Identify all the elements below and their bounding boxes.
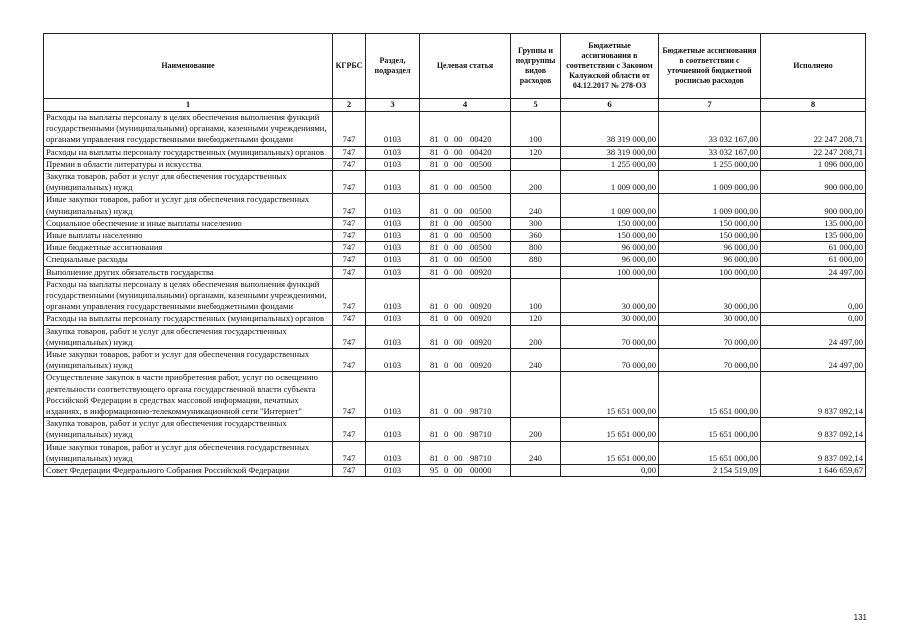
row-name: Иные закупки товаров, работ и услуг для обеспечения государственных (муниципальных) нужд [44,349,333,372]
row-target [420,465,511,477]
header-updated: Бюджетные ассигнования в соответствии с уточненной бюджетной росписью расходов [659,34,761,99]
page-number: 131 [853,613,867,622]
row-kgrbs: 747 [333,418,366,441]
row-law-amount: 70 000,00 [561,349,659,372]
row-section: 0103 [366,146,420,158]
row-updated-amount: 1 255 000,00 [659,158,761,170]
row-updated-amount: 100 000,00 [659,266,761,278]
target-part: 0 [444,146,449,157]
row-section: 0103 [366,217,420,229]
row-updated-amount: 1 009 000,00 [659,194,761,217]
row-name: Закупка товаров, работ и услуг для обеспечения государственных (муниципальных) нужд [44,418,333,441]
target-part: 00500 [470,254,492,265]
row-kgrbs: 747 [333,372,366,418]
row-group: 880 [511,254,561,266]
row-kgrbs: 747 [333,349,366,372]
target-part: 0 [444,313,449,324]
row-updated-amount: 33 032 167,00 [659,146,761,158]
target-part: 0 [444,360,449,371]
target-part: 00 [454,429,463,440]
header-section: Раздел, подраздел [366,34,420,99]
row-done-amount: 9 837 092,14 [761,441,866,464]
row-group: 120 [511,146,561,158]
row-name: Расходы на выплаты персоналу в целях обеспечения выполнения функций государственными (муниципальными) органами, казенными учреждениями, органами управления государственными внебюджетными фондами [44,112,333,147]
target-part: 00 [454,336,463,347]
row-updated-amount: 33 032 167,00 [659,112,761,147]
row-kgrbs: 747 [333,171,366,194]
table-row [44,313,866,325]
target-part: 00000 [470,465,492,476]
target-part: 0 [444,336,449,347]
target-part: 00920 [470,360,492,371]
row-name: Иные закупки товаров, работ и услуг для обеспечения государственных (муниципальных) нужд [44,194,333,217]
target-part: 0 [444,182,449,193]
row-group: 200 [511,418,561,441]
column-number: 1 [44,99,333,112]
row-group: 200 [511,325,561,348]
row-updated-amount: 96 000,00 [659,242,761,254]
target-part: 00500 [470,158,492,169]
target-part: 00920 [470,301,492,312]
target-part: 81 [430,205,439,216]
row-kgrbs: 747 [333,194,366,217]
header-group: Группы и подгруппы видов расходов [511,34,561,99]
target-part: 00 [454,301,463,312]
target-part: 0 [444,205,449,216]
column-number: 7 [659,99,761,112]
row-done-amount: 135 000,00 [761,217,866,229]
row-law-amount: 0,00 [561,465,659,477]
row-section: 0103 [366,158,420,170]
target-part: 98710 [470,452,492,463]
target-part: 0 [444,429,449,440]
row-kgrbs: 747 [333,254,366,266]
row-kgrbs: 747 [333,158,366,170]
row-group [511,372,561,418]
target-part: 00500 [470,217,492,228]
row-group: 360 [511,230,561,242]
row-target [420,217,511,229]
row-name: Осуществление закупок в части приобретения работ, услуг по освещению деятельности соответствующего органа государственной власти субъекта Российской Федерации в средствах массовой информации, печатных изданиях, в информационно-телекоммуникационной сети "Интернет" [44,372,333,418]
row-section: 0103 [366,349,420,372]
target-part: 00 [454,313,463,324]
row-target [420,313,511,325]
target-part: 81 [430,313,439,324]
target-part: 00 [454,146,463,157]
row-law-amount: 150 000,00 [561,230,659,242]
row-section: 0103 [366,171,420,194]
row-law-amount: 15 651 000,00 [561,418,659,441]
target-part: 00 [454,266,463,277]
row-law-amount: 100 000,00 [561,266,659,278]
row-kgrbs: 747 [333,325,366,348]
row-target [420,230,511,242]
row-target [420,372,511,418]
row-group: 200 [511,171,561,194]
table-row [44,349,866,372]
target-part: 95 [430,465,439,476]
target-part: 00 [454,217,463,228]
target-part: 81 [430,429,439,440]
row-section: 0103 [366,465,420,477]
target-part: 00 [454,254,463,265]
target-part: 00920 [470,336,492,347]
target-part: 00 [454,465,463,476]
target-part: 81 [430,266,439,277]
target-part: 81 [430,182,439,193]
row-done-amount: 61 000,00 [761,254,866,266]
header-kgrbs: КГРБС [333,34,366,99]
table-row [44,418,866,441]
row-law-amount: 30 000,00 [561,278,659,313]
row-group [511,266,561,278]
row-group: 100 [511,278,561,313]
header-law: Бюджетные ассигнования в соответствии с Законом Калужской области от 04.12.2017 № 278-ОЗ [561,34,659,99]
row-kgrbs: 747 [333,441,366,464]
target-part: 81 [430,242,439,253]
table-row [44,325,866,348]
row-done-amount: 61 000,00 [761,242,866,254]
table-row [44,372,866,418]
row-done-amount: 900 000,00 [761,171,866,194]
target-part: 00500 [470,230,492,241]
table-row [44,146,866,158]
column-number: 5 [511,99,561,112]
row-law-amount: 150 000,00 [561,217,659,229]
row-law-amount: 96 000,00 [561,254,659,266]
row-name: Расходы на выплаты персоналу государственных (муниципальных) органов [44,313,333,325]
target-part: 0 [444,266,449,277]
row-done-amount: 24 497,00 [761,266,866,278]
target-part: 00 [454,242,463,253]
target-part: 0 [444,465,449,476]
row-updated-amount: 70 000,00 [659,349,761,372]
row-kgrbs: 747 [333,146,366,158]
row-target [420,242,511,254]
target-part: 00500 [470,182,492,193]
row-name: Расходы на выплаты персоналу в целях обеспечения выполнения функций государственными (муниципальными) органами, казенными учреждениями, органами управления государственными внебюджетными фондами [44,278,333,313]
row-group: 800 [511,242,561,254]
row-section: 0103 [366,112,420,147]
row-group: 120 [511,313,561,325]
target-part: 00 [454,360,463,371]
row-section: 0103 [366,372,420,418]
row-done-amount: 1 096 000,00 [761,158,866,170]
target-part: 0 [444,301,449,312]
target-part: 00 [454,205,463,216]
row-name: Иные бюджетные ассигнования [44,242,333,254]
row-name: Расходы на выплаты персоналу государственных (муниципальных) органов [44,146,333,158]
target-part: 00920 [470,266,492,277]
row-name: Иные выплаты населению [44,230,333,242]
row-name: Выполнение других обязательств государства [44,266,333,278]
row-section: 0103 [366,325,420,348]
row-name: Совет Федерации Федерального Собрания Российской Федерации [44,465,333,477]
row-law-amount: 38 319 000,00 [561,146,659,158]
table-row [44,217,866,229]
row-section: 0103 [366,418,420,441]
row-law-amount: 15 651 000,00 [561,372,659,418]
row-done-amount: 900 000,00 [761,194,866,217]
target-part: 81 [430,336,439,347]
target-part: 0 [444,452,449,463]
target-part: 81 [430,301,439,312]
header-target: Целевая статья [420,34,511,99]
target-part: 0 [444,254,449,265]
table-row [44,266,866,278]
target-part: 81 [430,146,439,157]
row-kgrbs: 747 [333,465,366,477]
row-name: Закупка товаров, работ и услуг для обеспечения государственных (муниципальных) нужд [44,325,333,348]
target-part: 00 [454,134,463,145]
row-section: 0103 [366,194,420,217]
column-number-row [44,99,866,112]
row-section: 0103 [366,242,420,254]
row-done-amount: 22 247 208,71 [761,146,866,158]
row-section: 0103 [366,266,420,278]
row-done-amount: 22 247 208,71 [761,112,866,147]
target-part: 00 [454,406,463,417]
header-row [44,34,866,99]
row-section: 0103 [366,278,420,313]
row-updated-amount: 150 000,00 [659,230,761,242]
row-name: Премии в области литературы и искусства [44,158,333,170]
row-updated-amount: 15 651 000,00 [659,418,761,441]
row-done-amount: 9 837 092,14 [761,418,866,441]
table-row [44,465,866,477]
row-done-amount: 24 497,00 [761,325,866,348]
table-row [44,230,866,242]
table-row [44,194,866,217]
column-number: 2 [333,99,366,112]
row-group: 240 [511,194,561,217]
target-part: 0 [444,406,449,417]
row-kgrbs: 747 [333,112,366,147]
row-done-amount: 24 497,00 [761,349,866,372]
row-kgrbs: 747 [333,230,366,242]
target-part: 0 [444,158,449,169]
row-kgrbs: 747 [333,266,366,278]
row-target [420,441,511,464]
row-section: 0103 [366,313,420,325]
row-law-amount: 1 009 000,00 [561,171,659,194]
row-updated-amount: 1 009 000,00 [659,171,761,194]
row-name: Специальные расходы [44,254,333,266]
target-part: 81 [430,254,439,265]
row-updated-amount: 70 000,00 [659,325,761,348]
target-part: 81 [430,406,439,417]
target-part: 81 [430,230,439,241]
row-law-amount: 96 000,00 [561,242,659,254]
column-number: 6 [561,99,659,112]
row-kgrbs: 747 [333,242,366,254]
target-part: 00920 [470,313,492,324]
row-group: 240 [511,441,561,464]
row-target [420,418,511,441]
target-part: 98710 [470,406,492,417]
row-law-amount: 38 319 000,00 [561,112,659,147]
target-part: 0 [444,242,449,253]
row-updated-amount: 30 000,00 [659,278,761,313]
row-updated-amount: 15 651 000,00 [659,372,761,418]
column-number: 3 [366,99,420,112]
row-updated-amount: 96 000,00 [659,254,761,266]
target-part: 00 [454,158,463,169]
column-number: 8 [761,99,866,112]
target-part: 81 [430,217,439,228]
header-name: Наименование [44,34,333,99]
row-law-amount: 30 000,00 [561,313,659,325]
row-group: 240 [511,349,561,372]
table-row [44,158,866,170]
target-part: 00 [454,452,463,463]
target-part: 81 [430,134,439,145]
header-done: Исполнено [761,34,866,99]
table-row [44,254,866,266]
table-row [44,242,866,254]
row-updated-amount: 150 000,00 [659,217,761,229]
row-section: 0103 [366,441,420,464]
row-target [420,171,511,194]
row-target [420,112,511,147]
row-done-amount: 9 837 092,14 [761,372,866,418]
row-target [420,349,511,372]
target-part: 81 [430,158,439,169]
target-part: 00500 [470,242,492,253]
target-part: 00 [454,182,463,193]
row-target [420,158,511,170]
target-part: 81 [430,452,439,463]
row-done-amount: 0,00 [761,278,866,313]
row-kgrbs: 747 [333,217,366,229]
row-done-amount: 0,00 [761,313,866,325]
row-law-amount: 1 255 000,00 [561,158,659,170]
target-part: 0 [444,230,449,241]
table-row [44,278,866,313]
row-law-amount: 70 000,00 [561,325,659,348]
target-part: 00420 [470,146,492,157]
row-target [420,325,511,348]
row-target [420,266,511,278]
row-law-amount: 1 009 000,00 [561,194,659,217]
target-part: 00 [454,230,463,241]
row-target [420,278,511,313]
table-row [44,441,866,464]
row-done-amount: 135 000,00 [761,230,866,242]
table-row [44,112,866,147]
target-part: 00420 [470,134,492,145]
budget-table [43,33,866,477]
target-part: 98710 [470,429,492,440]
row-group: 300 [511,217,561,229]
row-kgrbs: 747 [333,313,366,325]
row-target [420,254,511,266]
row-section: 0103 [366,254,420,266]
row-done-amount: 1 646 659,67 [761,465,866,477]
target-part: 81 [430,360,439,371]
row-updated-amount: 15 651 000,00 [659,441,761,464]
row-target [420,194,511,217]
row-name: Иные закупки товаров, работ и услуг для обеспечения государственных (муниципальных) нужд [44,441,333,464]
row-name: Закупка товаров, работ и услуг для обеспечения государственных (муниципальных) нужд [44,171,333,194]
row-name: Социальное обеспечение и иные выплаты населению [44,217,333,229]
target-part: 0 [444,134,449,145]
row-group: 100 [511,112,561,147]
target-part: 0 [444,217,449,228]
row-target [420,146,511,158]
column-number: 4 [420,99,511,112]
row-group [511,465,561,477]
row-updated-amount: 30 000,00 [659,313,761,325]
row-kgrbs: 747 [333,278,366,313]
row-group [511,158,561,170]
table-body [44,112,866,477]
row-updated-amount: 2 154 519,09 [659,465,761,477]
table-row [44,171,866,194]
row-law-amount: 15 651 000,00 [561,441,659,464]
row-section: 0103 [366,230,420,242]
target-part: 00500 [470,205,492,216]
